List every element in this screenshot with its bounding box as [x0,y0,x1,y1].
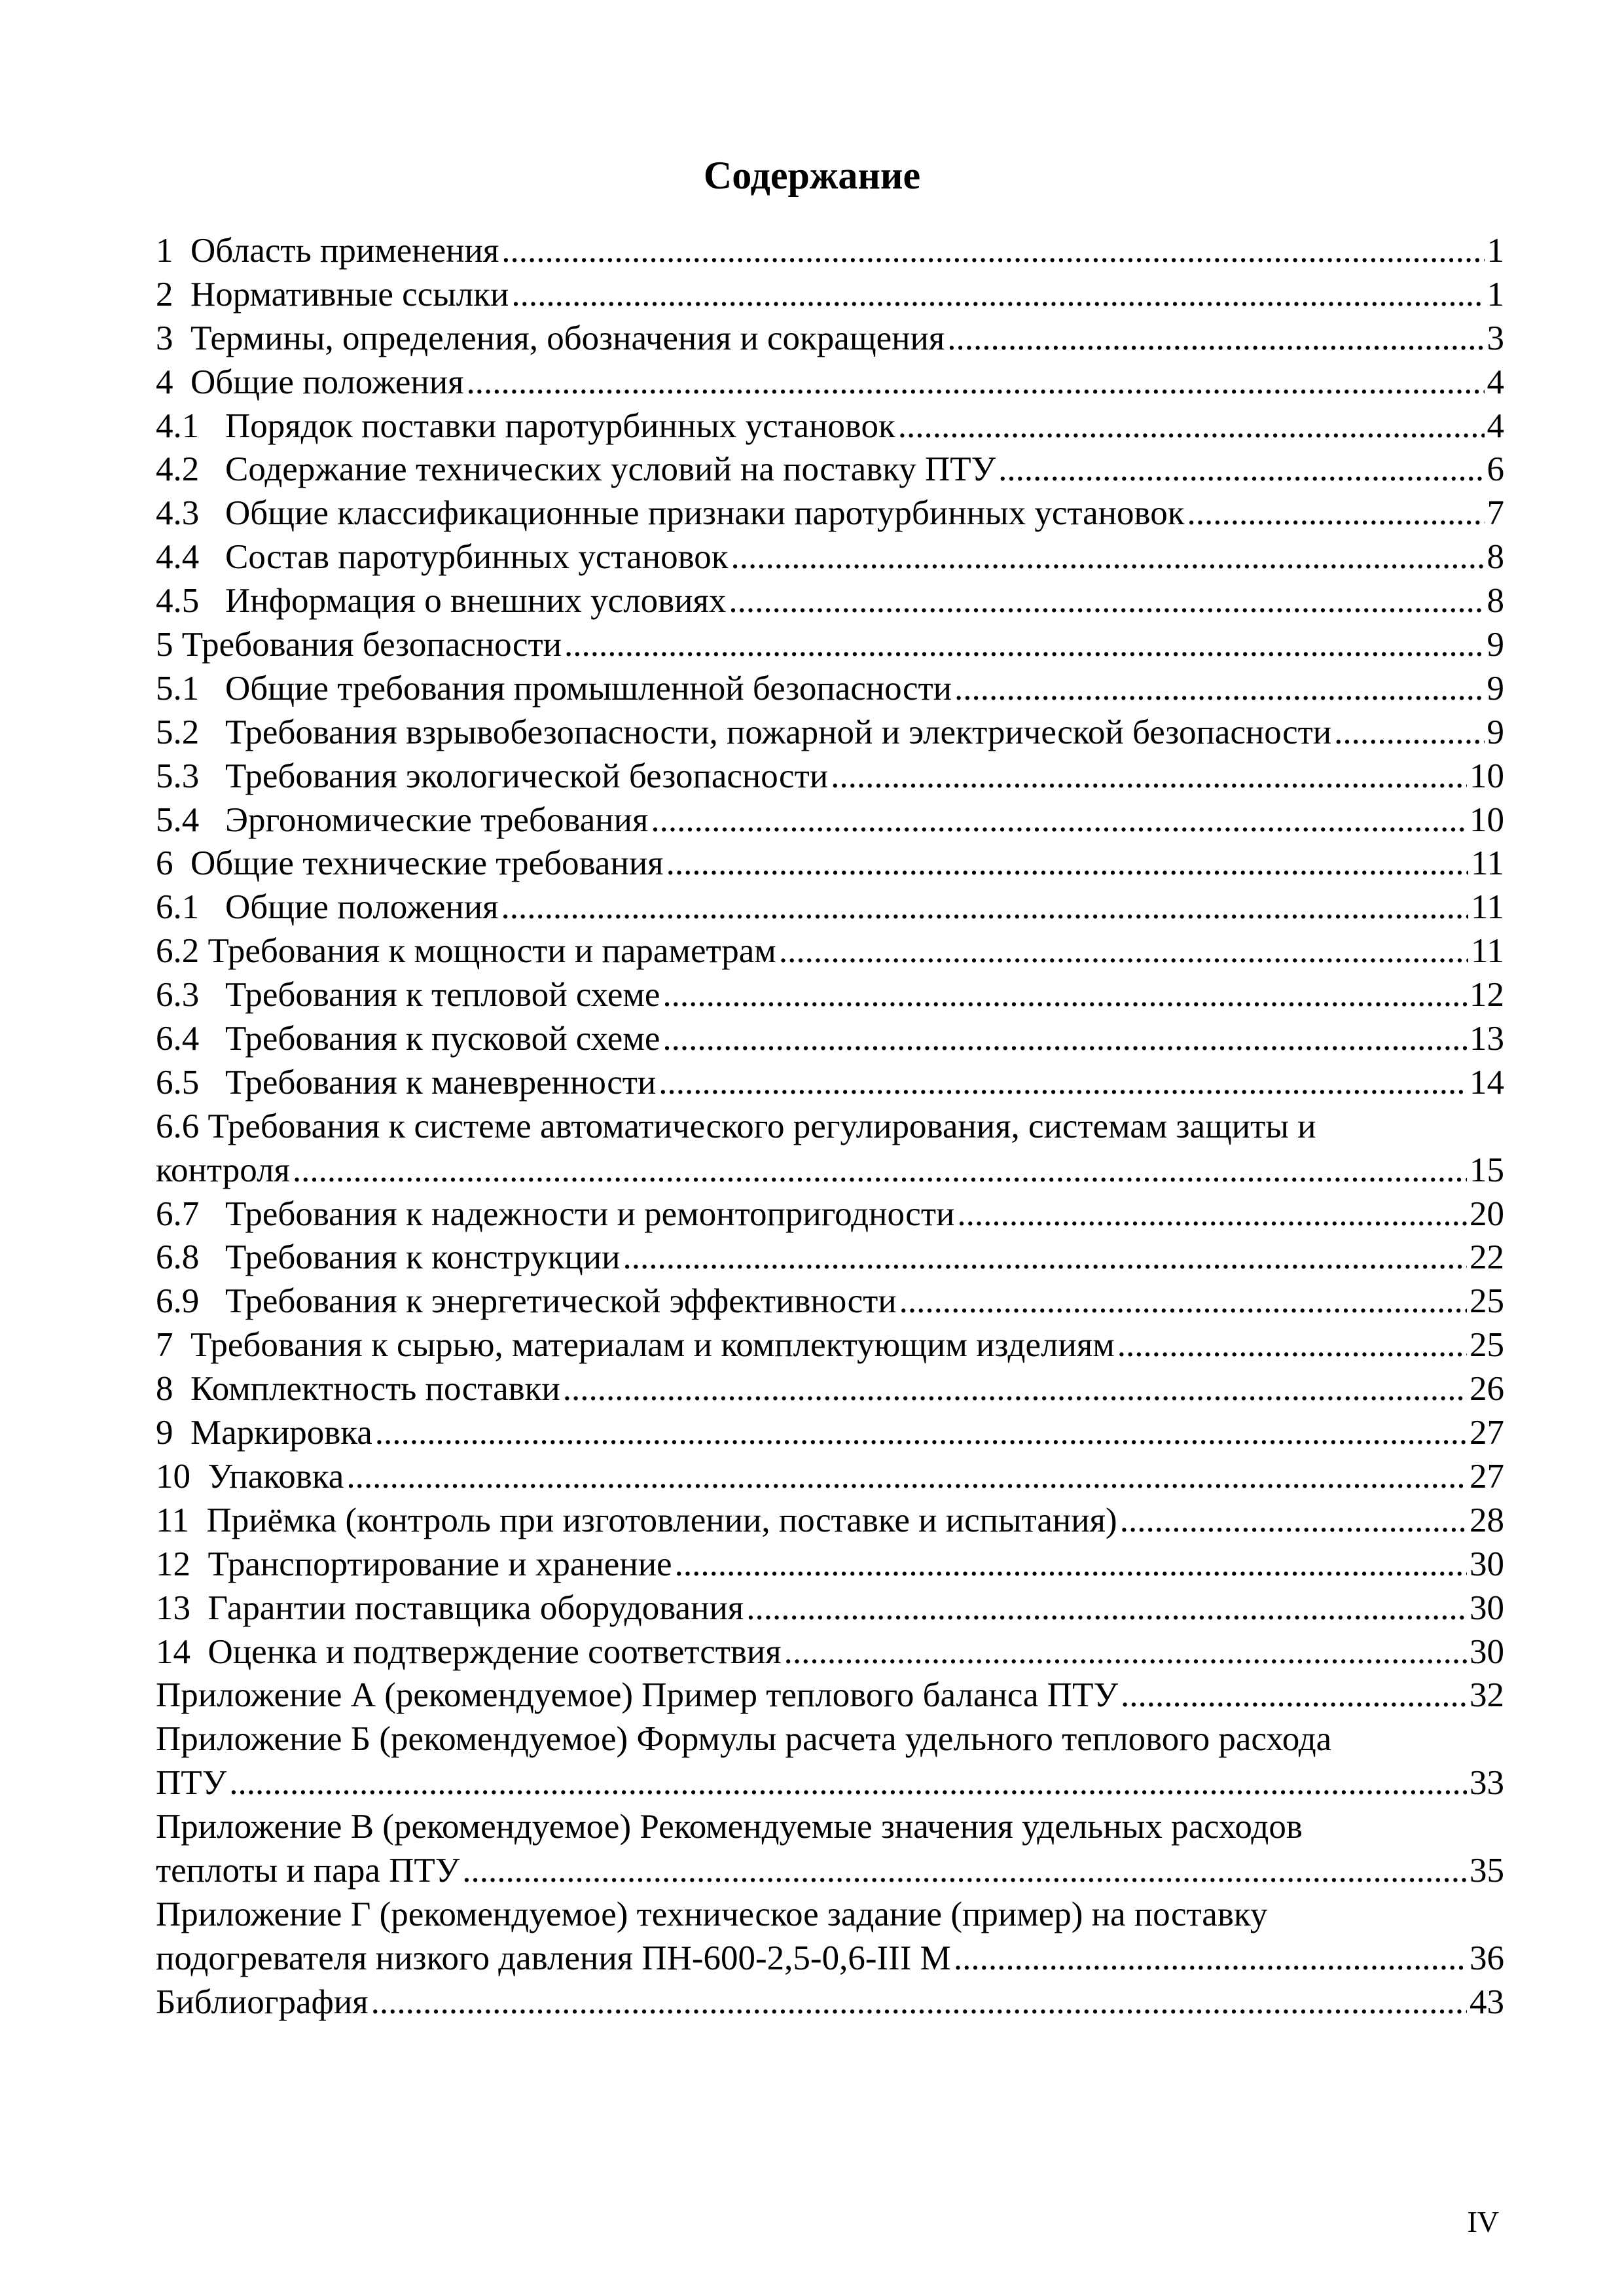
toc-entry[interactable] [156,1411,1504,1455]
toc-entry-title: 5.3 Требования экологической безопасности [156,757,829,795]
toc-entry-line [156,1193,1504,1236]
toc-entry[interactable] [156,1017,1504,1061]
toc-entry[interactable] [156,1543,1504,1587]
toc-entry[interactable] [156,492,1504,535]
toc-entry-title: 6.4 Требования к пусковой схеме [156,1020,660,1058]
toc-entry[interactable] [156,1805,1504,1893]
toc-dot-leader [462,1849,1467,1893]
toc-entry-page: 13 [1470,1020,1504,1058]
toc-entry-page: 10 [1470,757,1504,795]
toc-dot-leader [346,1455,1467,1499]
toc-entry-page: 4 [1487,363,1504,401]
toc-dot-leader [501,886,1468,929]
toc-entry-page: 43 [1470,1982,1504,2021]
toc-entry[interactable] [156,1455,1504,1499]
toc-entry-line [156,1630,1504,1674]
toc-entry-title: 4.2 Содержание технических условий на поставку ПТУ [156,450,996,489]
toc-dot-leader [1120,1499,1467,1543]
toc-entry-line [156,361,1504,404]
toc-entry-page: 14 [1470,1063,1504,1102]
toc-entry[interactable] [156,1280,1504,1323]
toc-entry[interactable] [156,1717,1504,1805]
toc-entry[interactable] [156,798,1504,842]
toc-entry-title: 1 Область применения [156,232,499,270]
toc-entry-title: 6.8 Требования к конструкции [156,1238,621,1277]
toc-entry[interactable] [156,667,1504,711]
toc-entry-title: 14 Оценка и подтверждение соответствия [156,1632,782,1671]
toc-entry-title: 6 Общие технические требования [156,844,664,883]
toc-entry-line [156,1455,1504,1499]
toc-entry[interactable] [156,1367,1504,1411]
toc-entry[interactable] [156,448,1504,492]
toc-entry-title-line: Приложение В (рекомендуемое) Рекомендуемые значения удельных расходов [156,1808,1303,1846]
toc-dot-leader [375,1411,1467,1455]
toc-entry-line [156,1937,1504,1981]
toc-entry[interactable] [156,1981,1504,2024]
toc-entry-title: ПТУ [156,1764,227,1803]
toc-entry[interactable] [156,1061,1504,1105]
table-of-contents [156,229,1504,2024]
toc-dot-leader [563,1367,1467,1411]
toc-entry-title-line: Приложение Г (рекомендуемое) техническое задание (пример) на поставку [156,1895,1268,1933]
toc-dot-leader [1117,1323,1467,1367]
toc-entry-page: 26 [1470,1370,1504,1408]
toc-entry-page: 9 [1487,669,1504,708]
toc-entry-page: 11 [1470,888,1504,927]
toc-entry-title: 4.1 Порядок поставки паротурбинных установок [156,406,895,445]
toc-dot-leader [947,317,1484,361]
toc-entry-line [156,1499,1504,1543]
toc-entry[interactable] [156,1674,1504,1717]
toc-entry-title: теплоты и пара ПТУ [156,1851,460,1890]
toc-entry-title: 5.1 Общие требования промышленной безопасности [156,669,952,708]
toc-entry-page: 6 [1487,450,1504,489]
toc-entry-line [156,798,1504,842]
toc-entry-line [156,1411,1504,1455]
toc-dot-leader [511,273,1484,317]
toc-dot-leader [371,1981,1467,2024]
toc-entry[interactable] [156,973,1504,1017]
toc-entry-title: 6.2 Требования к мощности и параметрам [156,932,776,971]
toc-entry[interactable] [156,579,1504,623]
toc-entry-page: 25 [1470,1282,1504,1321]
toc-entry-title: 4 Общие положения [156,363,464,401]
toc-entry-title: 11 Приёмка (контроль при изготовлении, поставке и испытания) [156,1501,1117,1539]
toc-entry-page: 32 [1470,1676,1504,1715]
toc-dot-leader [998,448,1484,492]
toc-entry-title: подогревателя низкого давления ПН-600-2,5-0,6-III М [156,1939,951,1977]
toc-dot-leader [1334,711,1484,755]
toc-entry-page: 9 [1487,626,1504,664]
toc-entry-title: 6.5 Требования к маневренности [156,1063,657,1102]
toc-entry-page: 27 [1470,1457,1504,1496]
toc-entry-line [156,404,1504,448]
toc-entry[interactable] [156,535,1504,579]
toc-entry-line [156,229,1504,273]
toc-dot-leader [729,579,1484,623]
toc-dot-leader [623,1236,1467,1280]
toc-entry-line [156,1280,1504,1323]
toc-entry-line [156,492,1504,535]
toc-entry-line [156,1017,1504,1061]
toc-entry-line [156,1587,1504,1630]
toc-entry[interactable] [156,1236,1504,1280]
toc-entry-page: 4 [1487,406,1504,445]
toc-entry-line [156,623,1504,667]
toc-dot-leader [746,1587,1467,1630]
toc-entry-line [156,579,1504,623]
toc-entry[interactable] [156,886,1504,929]
toc-entry-page: 8 [1487,538,1504,577]
toc-entry-title: 5 Требования безопасности [156,626,562,664]
toc-entry[interactable] [156,1323,1504,1367]
toc-entry-title: 4.3 Общие классификационные признаки паротурбинных установок [156,494,1185,533]
toc-entry-page: 3 [1487,319,1504,357]
toc-entry-title-line: Приложение Б (рекомендуемое) Формулы расчета удельного теплового расхода [156,1720,1332,1759]
toc-entry-line [156,1981,1504,2024]
toc-dot-leader [293,1149,1467,1193]
toc-entry-title: 5.2 Требования взрывобезопасности, пожарной и электрической безопасности [156,713,1332,751]
toc-entry[interactable] [156,1630,1504,1674]
toc-entry-line [156,1149,1504,1193]
toc-entry-title: 12 Транспортирование и хранение [156,1545,672,1583]
toc-entry-title: 5.4 Эргономические требования [156,800,649,839]
toc-entry-page: 30 [1470,1632,1504,1671]
toc-entry[interactable] [156,755,1504,798]
toc-entry-title: 10 Упаковка [156,1457,344,1496]
toc-entry-title: 3 Термины, определения, обозначения и сокращения [156,319,945,357]
toc-dot-leader [1121,1674,1467,1717]
toc-entry[interactable] [156,404,1504,448]
toc-entry-line [156,1849,1504,1893]
toc-entry[interactable] [156,1893,1504,1981]
toc-entry-page: 11 [1470,932,1504,971]
toc-entry[interactable] [156,842,1504,886]
toc-entry-page: 20 [1470,1194,1504,1233]
toc-entry-line [156,1236,1504,1280]
toc-entry-page: 11 [1470,844,1504,883]
toc-entry-line [156,973,1504,1017]
toc-entry-line [156,535,1504,579]
toc-dot-leader [784,1630,1467,1674]
toc-entry-title: 4.5 Информация о внешних условиях [156,582,727,620]
toc-entry-title: 6.1 Общие положения [156,888,499,927]
toc-entry[interactable] [156,929,1504,973]
toc-entry-page: 1 [1487,232,1504,270]
toc-entry-line [156,1543,1504,1587]
toc-entry-title: 6.3 Требования к тепловой схеме [156,976,660,1014]
toc-entry[interactable] [156,229,1504,273]
toc-entry-line [156,842,1504,886]
toc-dot-leader [831,755,1467,798]
toc-dot-leader [651,798,1467,842]
toc-entry-title: Библиография [156,1982,369,2021]
page-number: IV [1467,2205,1499,2238]
toc-entry-title: 6.9 Требования к энергетической эффективности [156,1282,897,1321]
toc-dot-leader [662,973,1467,1017]
toc-entry[interactable] [156,1587,1504,1630]
toc-entry-line [156,1674,1504,1717]
toc-entry-page: 25 [1470,1326,1504,1365]
toc-entry-title: 9 Маркировка [156,1414,372,1452]
toc-dot-leader [779,929,1468,973]
toc-dot-leader [467,361,1485,404]
toc-entry[interactable] [156,1193,1504,1236]
toc-entry-title: Приложение А (рекомендуемое) Пример теплового баланса ПТУ [156,1676,1118,1715]
toc-entry-line [156,929,1504,973]
toc-entry-page: 8 [1487,582,1504,620]
toc-dot-leader [954,667,1484,711]
toc-entry-title: 13 Гарантии поставщика оборудования [156,1588,744,1627]
toc-dot-leader [1187,492,1484,535]
toc-dot-leader [229,1761,1467,1805]
toc-entry-page: 10 [1470,800,1504,839]
toc-dot-leader [731,535,1485,579]
toc-entry-line [156,448,1504,492]
toc-entry-line [156,667,1504,711]
toc-entry-title: 6.7 Требования к надежности и ремонтопригодности [156,1194,955,1233]
toc-entry-page: 33 [1470,1764,1504,1803]
toc-entry-line [156,1323,1504,1367]
toc-entry-line [156,1061,1504,1105]
toc-entry-page: 30 [1470,1588,1504,1627]
toc-entry-page: 9 [1487,713,1504,751]
toc-entry-title: 2 Нормативные ссылки [156,275,509,314]
toc-entry-title-line: 6.6 Требования к системе автоматического регулирования, системам защиты и [156,1107,1316,1145]
toc-entry-page: 27 [1470,1414,1504,1452]
toc-entry-page: 7 [1487,494,1504,533]
toc-dot-leader [954,1937,1467,1981]
toc-dot-leader [662,1017,1467,1061]
toc-entry-line [156,755,1504,798]
toc-entry-page: 28 [1470,1501,1504,1539]
toc-dot-leader [659,1061,1467,1105]
toc-entry[interactable] [156,1499,1504,1543]
toc-dot-leader [899,1280,1467,1323]
toc-entry[interactable] [156,361,1504,404]
toc-entry-line [156,711,1504,755]
toc-entry[interactable] [156,623,1504,667]
toc-entry-page: 15 [1470,1151,1504,1189]
toc-dot-leader [666,842,1468,886]
toc-entry-page: 22 [1470,1238,1504,1277]
toc-dot-leader [898,404,1485,448]
toc-entry-title: 7 Требования к сырью, материалам и комплектующим изделиям [156,1326,1115,1365]
toc-entry-page: 12 [1470,976,1504,1014]
toc-entry[interactable] [156,1105,1504,1193]
toc-entry-title: контроля [156,1151,290,1189]
toc-entry[interactable] [156,317,1504,361]
toc-entry-page: 30 [1470,1545,1504,1583]
toc-entry-line [156,886,1504,929]
toc-entry-line [156,317,1504,361]
toc-entry[interactable] [156,273,1504,317]
toc-dot-leader [675,1543,1467,1587]
toc-entry-page: 36 [1470,1939,1504,1977]
toc-dot-leader [501,229,1484,273]
toc-entry-line [156,1761,1504,1805]
toc-entry-title: 4.4 Состав паротурбинных установок [156,538,729,577]
toc-entry-line [156,1367,1504,1411]
toc-entry-page: 35 [1470,1851,1504,1890]
toc-entry[interactable] [156,711,1504,755]
toc-entry-title: 8 Комплектность поставки [156,1370,560,1408]
toc-dot-leader [564,623,1484,667]
page-title: Содержание [703,154,921,197]
toc-entry-page: 1 [1487,275,1504,314]
toc-dot-leader [957,1193,1467,1236]
toc-entry-line [156,273,1504,317]
